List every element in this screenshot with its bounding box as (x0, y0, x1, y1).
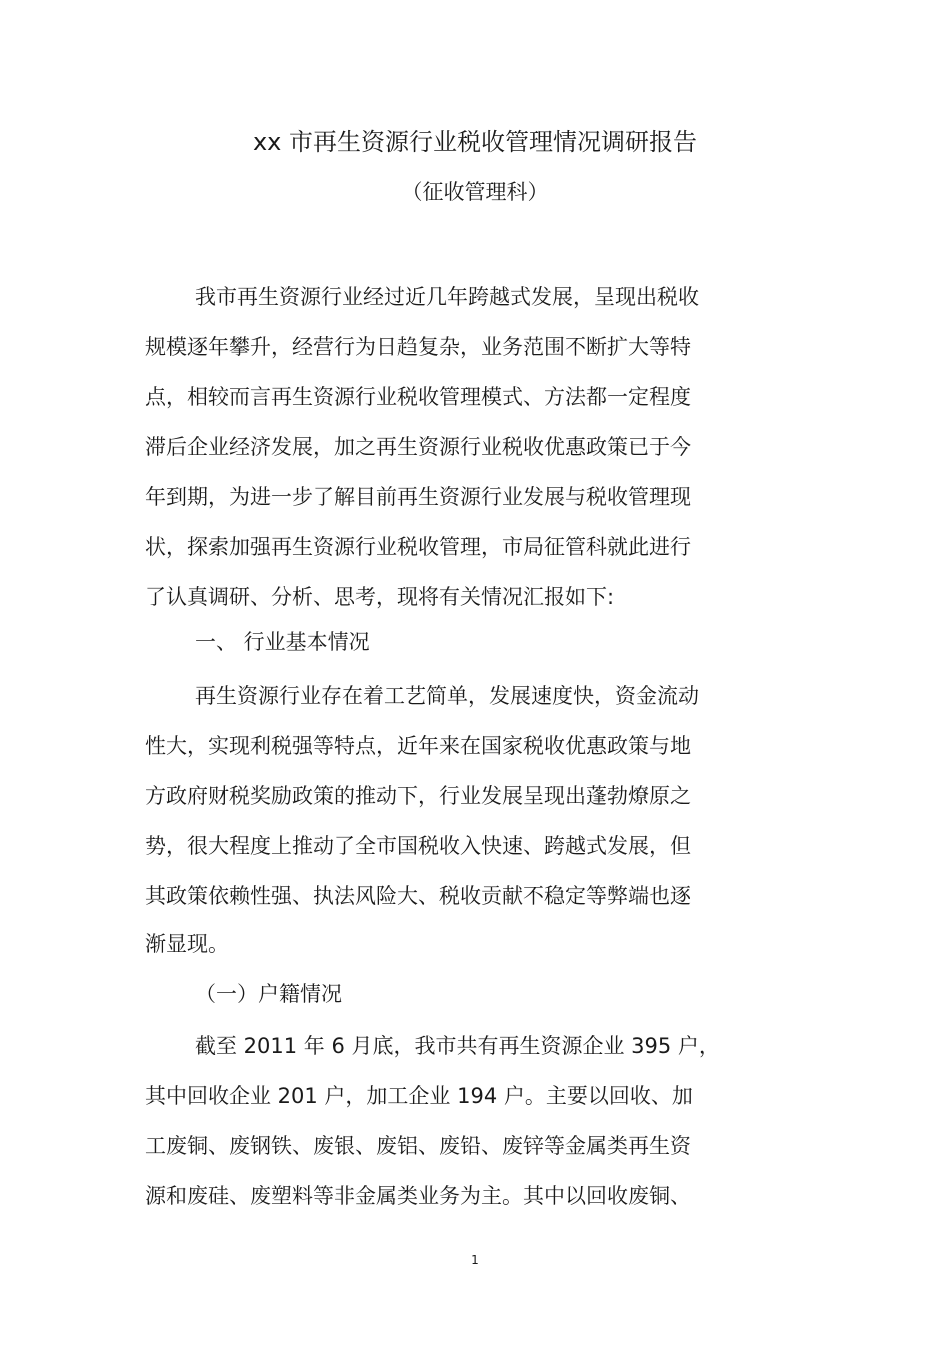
paragraph-line: 规模逐年攀升，经营行为日趋复杂，业务范围不断扩大等特 (145, 335, 691, 359)
paragraph-line: 了认真调研、分析、思考，现将有关情况汇报如下: (145, 585, 615, 609)
paragraph-line: 我市再生资源行业经过近几年跨越式发展，呈现出税收 (195, 285, 699, 309)
paragraph-line: 性大，实现利税强等特点，近年来在国家税收优惠政策与地 (145, 734, 691, 758)
paragraph-line: 其政策依赖性强、执法风险大、税收贡献不稳定等弊端也逐 (145, 884, 691, 908)
paragraph-line: 源和废硅、废塑料等非金属类业务为主。其中以回收废铜、 (145, 1184, 691, 1208)
paragraph-line: 再生资源行业存在着工艺简单，发展速度快，资金流动 (195, 684, 699, 708)
paragraph-line: 方政府财税奖励政策的推动下，行业发展呈现出蓬勃燎原之 (145, 784, 691, 808)
paragraph-line: 截至 2011 年 6 月底，我市共有再生资源企业 395 户， (195, 1034, 720, 1058)
paragraph-line: 滞后企业经济发展，加之再生资源行业税收优惠政策已于今 (145, 435, 691, 459)
paragraph-line: 状，探索加强再生资源行业税收管理，市局征管科就此进行 (145, 535, 691, 559)
document-title: xx 市再生资源行业税收管理情况调研报告 (252, 128, 698, 156)
paragraph-line: 年到期，为进一步了解目前再生资源行业发展与税收管理现 (145, 485, 691, 509)
page-number: 1 (471, 1253, 479, 1267)
paragraph-line: 渐显现。 (145, 932, 229, 956)
subsection-heading: （一）户籍情况 (195, 982, 342, 1006)
paragraph-line: 势，很大程度上推动了全市国税收入快速、跨越式发展，但 (145, 834, 691, 858)
paragraph-line: 工废铜、废钢铁、废银、废铝、废铅、废锌等金属类再生资 (145, 1134, 691, 1158)
paragraph-line: 其中回收企业 201 户，加工企业 194 户。主要以回收、加 (145, 1084, 693, 1108)
paragraph-line: 点，相较而言再生资源行业税收管理模式、方法都一定程度 (145, 385, 691, 409)
document-subtitle: （征收管理科） (401, 180, 549, 204)
section-heading: 一、 行业基本情况 (195, 630, 370, 654)
